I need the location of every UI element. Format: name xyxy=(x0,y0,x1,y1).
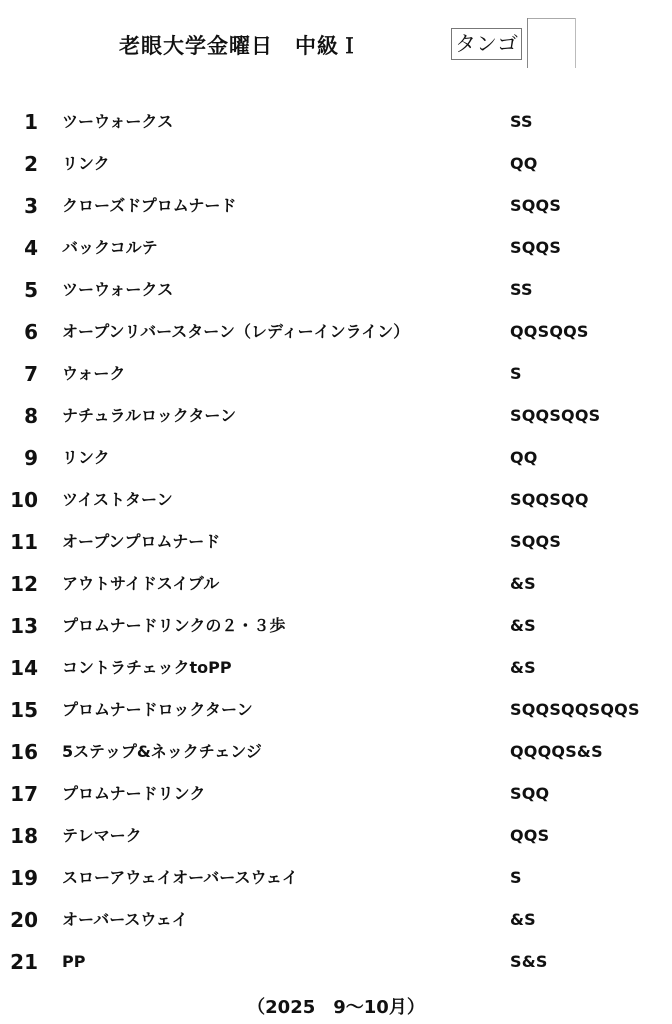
step-number: 15 xyxy=(10,698,38,722)
step-name: コントラチェックtoPP xyxy=(62,658,232,677)
step-row xyxy=(0,521,672,563)
header xyxy=(0,22,672,72)
step-number: 1 xyxy=(24,110,38,134)
step-list xyxy=(0,101,672,983)
step-name: プロムナードロックターン xyxy=(62,700,253,719)
blank-box-border-left xyxy=(527,18,528,68)
step-number: 20 xyxy=(10,908,38,932)
step-name: オープンプロムナード xyxy=(62,532,221,551)
step-row xyxy=(0,227,672,269)
step-name: ツーウォークス xyxy=(62,112,174,131)
step-number: 13 xyxy=(10,614,38,638)
step-rhythm: &S xyxy=(510,658,536,677)
step-row xyxy=(0,647,672,689)
step-number: 16 xyxy=(10,740,38,764)
step-rhythm: SQQS xyxy=(510,238,562,257)
step-name: ウォーク xyxy=(62,364,126,383)
step-rhythm: SQQ xyxy=(510,784,550,803)
step-row xyxy=(0,311,672,353)
step-rhythm: S xyxy=(510,868,522,887)
step-row xyxy=(0,143,672,185)
step-rhythm: SQQS xyxy=(510,196,562,215)
step-row xyxy=(0,269,672,311)
step-name: バックコルテ xyxy=(62,238,158,257)
step-name: PP xyxy=(62,952,86,971)
step-rhythm: S&S xyxy=(510,952,548,971)
step-row xyxy=(0,857,672,899)
step-row xyxy=(0,773,672,815)
step-rhythm: &S xyxy=(510,616,536,635)
step-rhythm: SQQS xyxy=(510,532,562,551)
step-number: 2 xyxy=(24,152,38,176)
step-row xyxy=(0,815,672,857)
step-row xyxy=(0,185,672,227)
step-rhythm: QQS xyxy=(510,826,550,845)
step-number: 5 xyxy=(24,278,38,302)
step-name: クローズドプロムナード xyxy=(62,196,237,215)
step-number: 6 xyxy=(24,320,38,344)
step-number: 4 xyxy=(24,236,38,260)
step-rhythm: QQQQS&S xyxy=(510,742,603,761)
step-row xyxy=(0,731,672,773)
page-title: 老眼大学金曜日 中級Ｉ xyxy=(119,34,361,58)
step-number: 18 xyxy=(10,824,38,848)
step-name: オープンリバースターン（レディーインライン） xyxy=(62,322,410,341)
period-footer: （2025 9～10月） xyxy=(247,997,425,1018)
step-name: ナチュラルロックターン xyxy=(62,406,237,425)
step-row xyxy=(0,941,672,983)
step-name: 5ステップ&ネックチェンジ xyxy=(62,742,262,761)
step-row xyxy=(0,101,672,143)
step-row xyxy=(0,479,672,521)
step-row xyxy=(0,605,672,647)
step-name: リンク xyxy=(62,448,110,467)
step-number: 21 xyxy=(10,950,38,974)
step-number: 8 xyxy=(24,404,38,428)
step-number: 17 xyxy=(10,782,38,806)
step-name: プロムナードリンクの２・３歩 xyxy=(62,616,286,635)
step-number: 7 xyxy=(24,362,38,386)
step-row xyxy=(0,899,672,941)
step-rhythm: SQQSQQS xyxy=(510,406,601,425)
step-rhythm: QQ xyxy=(510,448,538,467)
blank-box-border-right xyxy=(575,18,576,68)
step-name: テレマーク xyxy=(62,826,142,845)
step-rhythm: &S xyxy=(510,574,536,593)
step-name: ツイストターン xyxy=(62,490,173,509)
step-rhythm: SS xyxy=(510,280,533,299)
step-row xyxy=(0,395,672,437)
step-rhythm: QQ xyxy=(510,154,538,173)
step-name: スローアウェイオーバースウェイ xyxy=(62,868,298,887)
step-name: プロムナードリンク xyxy=(62,784,206,803)
step-rhythm: &S xyxy=(510,910,536,929)
blank-box-border-top xyxy=(527,18,575,19)
step-name: リンク xyxy=(62,154,110,173)
step-rhythm: SS xyxy=(510,112,533,131)
step-name: アウトサイドスイブル xyxy=(62,574,220,593)
step-number: 14 xyxy=(10,656,38,680)
step-rhythm: QQSQQS xyxy=(510,322,589,341)
step-number: 10 xyxy=(10,488,38,512)
step-number: 9 xyxy=(24,446,38,470)
step-row xyxy=(0,353,672,395)
step-name: ツーウォークス xyxy=(62,280,174,299)
step-rhythm: SQQSQQ xyxy=(510,490,589,509)
step-number: 3 xyxy=(24,194,38,218)
dance-name-box: タンゴ xyxy=(451,28,522,60)
step-number: 11 xyxy=(10,530,38,554)
step-number: 12 xyxy=(10,572,38,596)
step-row xyxy=(0,689,672,731)
step-rhythm: SQQSQQSQQS xyxy=(510,700,640,719)
step-name: オーバースウェイ xyxy=(62,910,188,929)
step-row xyxy=(0,437,672,479)
step-number: 19 xyxy=(10,866,38,890)
step-row xyxy=(0,563,672,605)
step-rhythm: S xyxy=(510,364,522,383)
